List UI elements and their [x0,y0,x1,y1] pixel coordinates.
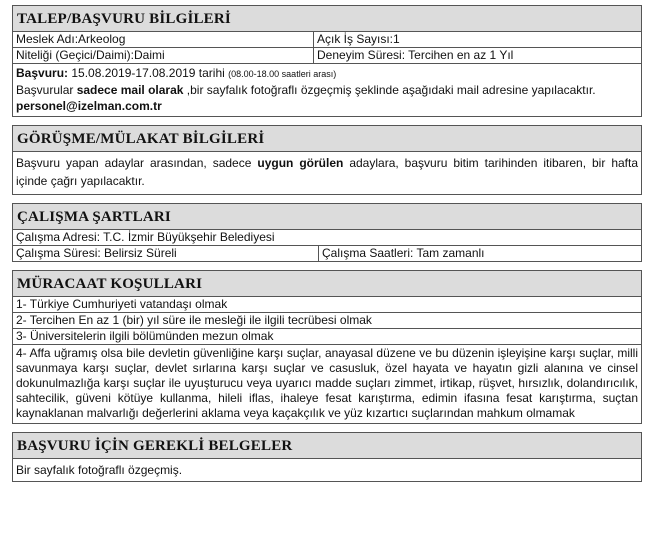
email-address: personel@izelman.com.tr [16,99,162,113]
basvuru-dates: 15.08.2019-17.08.2019 tarihi [68,66,229,80]
gorusme-pre: Başvuru yapan adaylar arasından, sadece [16,156,258,170]
info-row-2 [12,48,642,64]
info-row-1 [12,32,642,48]
desc-bold: sadece mail olarak [76,83,184,97]
basvuru-hours: (08.00-18.00 saatleri arası) [228,69,337,79]
muracaat-item-3: 3- Üniversitelerin ilgili bölümünden mezun olmak [12,329,642,345]
section-header-gorusme: GÖRÜŞME/MÜLAKAT BİLGİLERİ [12,125,642,152]
basvuru-line [16,65,638,82]
gorusme-bold: uygun görülen [257,156,344,170]
desc-pre: Başvurular [16,83,77,97]
desc-post: ,bir sayfalık fotoğraflı özgeçmiş şeklinde aşağıdaki mail adresine yapılacaktır. [183,83,596,97]
muracaat-item-2: 2- Tercihen En az 1 (bir) yıl süre ile mesleği ile ilgili tecrübesi olmak [12,313,642,329]
basvuru-description [16,82,638,98]
basvuru-block [12,64,642,117]
calisma-saat-cell: Çalışma Saatleri: Tam zamanlı [318,246,641,261]
section-header-muracaat: MÜRACAAT KOŞULLARI [12,270,642,297]
basvuru-label: Başvuru: [16,66,69,80]
acik-is-cell: Açık İş Sayısı:1 [313,32,641,47]
niteligi-cell: Niteliği (Geçici/Daimi):Daimi [16,48,165,62]
calisma-sure-cell: Çalışma Süresi: Belirsiz Süreli [16,246,177,260]
meslek-cell: Meslek Adı:Arkeolog [16,32,126,46]
deneyim-cell: Deneyim Süresi: Tercihen en az 1 Yıl [313,48,641,63]
calisma-row-2 [12,246,642,262]
calisma-adres-row: Çalışma Adresi: T.C. İzmir Büyükşehir Belediyesi [12,230,642,246]
section-header-calisma: ÇALIŞMA ŞARTLARI [12,203,642,230]
belgeler-text: Bir sayfalık fotoğraflı özgeçmiş. [12,459,642,482]
section-header-talep: TALEP/BAŞVURU BİLGİLERİ [12,5,642,32]
gorusme-post: adaylara, başvuru bitim tarihinden itibaren, bir hafta içinde çağrı yapılacaktır. [16,156,639,188]
job-posting-document [12,0,642,482]
muracaat-item-1: 1- Türkiye Cumhuriyeti vatandaşı olmak [12,297,642,313]
gorusme-block [12,152,642,195]
section-header-belgeler: BAŞVURU İÇİN GEREKLİ BELGELER [12,432,642,459]
muracaat-item-4: 4- Affa uğramış olsa bile devletin güvenliğine karşı suçlar, anayasal düzene ve bu düzenin işleyişine karşı suçlar, milli savunmaya karşı suçlar, devlet sırlarına karşı suçlar ve casusluk, özel hayata ve hayatın gizli alanına ve cinsel dokunulmazlığa karşı suçlar ile uyuşturucu veya uyarıcı madde suçları zimmet, irtikap, rüşvet, hırsızlık, dolandırıcılık, sahtecilik, güveni kötüye kullanma, hileli iflas, ihaleye fesat karıştırma, edimin ifasına fesat karıştırma, suçtan kaynaklanan malvarlığı değerlerini aklama veya kaçakçılık ve yüz kızartıcı suçlarından mahkum olmamak [12,345,642,424]
